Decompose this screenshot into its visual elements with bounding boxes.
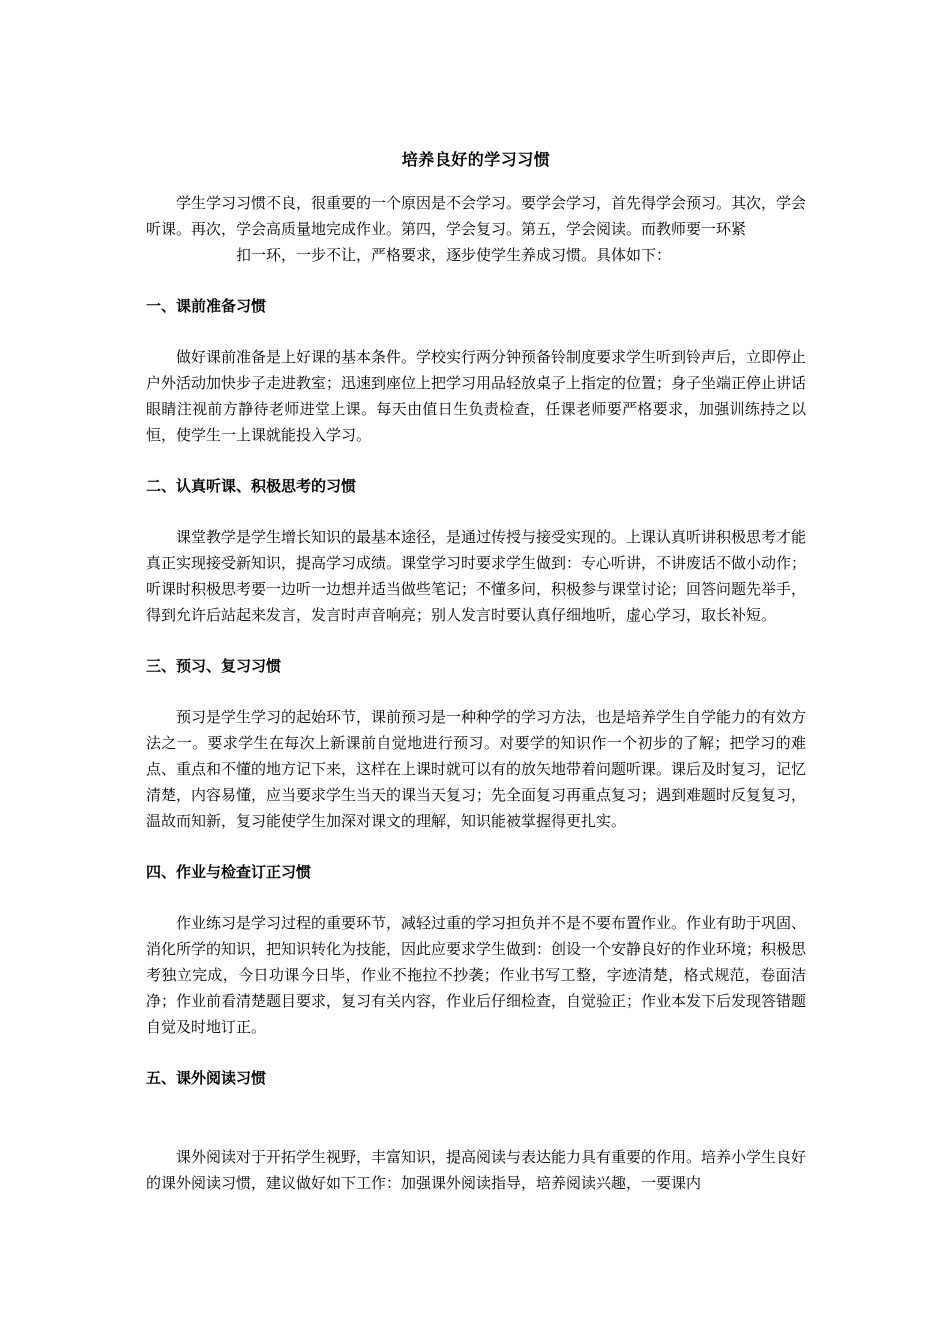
section-heading-2: 二、认真听课、积极思考的习惯	[146, 477, 357, 495]
section-heading-4: 四、作业与检查订正习惯	[146, 863, 312, 881]
document-title: 培养良好的学习习惯	[401, 150, 551, 169]
section-heading-3: 三、预习、复习习惯	[146, 657, 282, 675]
document-content	[146, 150, 806, 1196]
section-body-5: 课外阅读对于开拓学生视野，丰富知识，提高阅读与表达能力具有重要的作用。培养小学生良好的课外阅读习惯，建议做好如下工作：加强课外阅读指导，培养阅读兴趣，一要课内	[146, 1148, 807, 1192]
section-body-3: 预习是学生学习的起始环节，课前预习是一种种学的学习方法，也是培养学生自学能力的有效方法之一。要求学生在每次上新课前自觉地进行预习。对要学的知识作一个初步的了解；把学习的难点、重点和不懂的地方记下来，这样在上课时就可以有的放矢地带着问题听课。课后及时复习，记忆清楚，内容易懂，应当要求学生当天的课当天复习；先全面复习再重点复习；遇到难题时反复复习，温故而知新，复习能使学生加深对课文的理解，知识能被掌握得更扎实。	[146, 708, 807, 830]
section-body-1: 做好课前准备是上好课的基本条件。学校实行两分钟预备铃制度要求学生听到铃声后，立即停止户外活动加快步子走进教室；迅速到座位上把学习用品轻放桌子上指定的位置；身子坐端正停止讲话眼睛注视前方静待老师进堂上课。每天由值日生负责检查，任课老师要严格要求，加强训练持之以恒，使学生一上课就能投入学习。	[146, 348, 807, 444]
section-body-4: 作业练习是学习过程的重要环节，减轻过重的学习担负并不是不要布置作业。作业有助于巩固、消化所学的知识，把知识转化为技能，因此应要求学生做到：创设一个安静良好的作业环境；积极思考独立完成，今日功课今日毕，作业不拖拉不抄袭；作业书写工整，字迹清楚，格式规范，卷面洁净；作业前看清楚题目要求，复习有关内容，作业后仔细检查，自觉验正；作业本发下后发现答错题自觉及时地订正。	[146, 914, 807, 1036]
section-heading-5: 五、课外阅读习惯	[146, 1069, 267, 1087]
section-heading-1: 一、课前准备习惯	[146, 297, 267, 315]
section-spacer	[146, 1116, 806, 1144]
section-body-2: 课堂教学是学生增长知识的最基本途径，是通过传授与接受实现的。上课认真听讲积极思考才能真正实现接受新知识，提高学习成绩。课堂学习时要求学生做到：专心听讲，不讲废话不做小动作；听课时积极思考要一边听一边想并适当做些笔记；不懂多问，积极参与课堂讨论；回答问题先举手，得到允许后站起来发言，发言时声音响亮；别人发言时要认真仔细地听，虚心学习，取长补短。	[146, 528, 807, 624]
intro-paragraph-continuation: 扣一环，一步不让，严格要求，逐步使学生养成习惯。具体如下：	[236, 246, 672, 264]
intro-paragraph: 学生学习习惯不良，很重要的一个原因是不会学习。要学会学习，首先得学会预习。其次，学会听课。再次，学会高质量地完成作业。第四，学会复习。第五，学会阅读。而教师要一环紧	[146, 194, 807, 238]
